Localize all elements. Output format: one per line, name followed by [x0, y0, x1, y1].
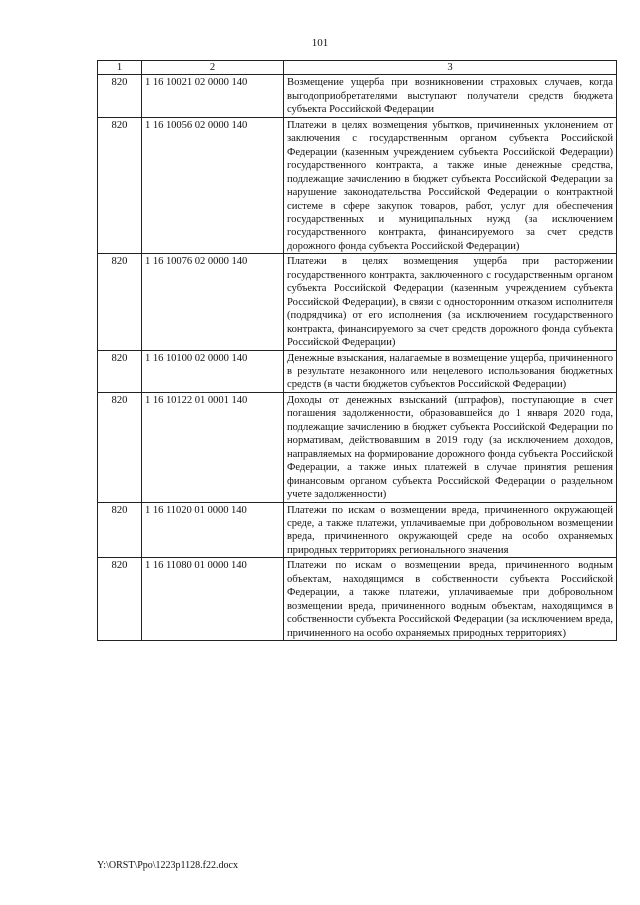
table-row	[98, 117, 617, 254]
description-cell: Возмещение ущерба при возникновении страховых случаев, когда выгодоприобретателями выступают получатели средств бюджета субъекта Российской Федерации	[284, 75, 617, 117]
column-header-2: 2	[142, 61, 284, 75]
description-cell: Доходы от денежных взысканий (штрафов), поступающие в счет погашения задолженности, образовавшейся до 1 января 2020 года, подлежащие зачислению в бюджет субъекта Российской Федерации по нормативам, действовавшим в 2019 году (за исключением доходов, направляемых на формирование дорожного фонда субъекта Российской Федерации, а также иных платежей в случае принятия решения финансовым органом субъекта Российской Федерации о раздельном учете задолженности)	[284, 392, 617, 502]
table-row	[98, 558, 617, 641]
description-cell: Денежные взыскания, налагаемые в возмещение ущерба, причиненного в результате незаконного или нецелевого использования бюджетных средств (в части бюджетов субъектов Российской Федерации)	[284, 350, 617, 392]
description-cell: Платежи в целях возмещения убытков, причиненных уклонением от заключения с государственным органом субъекта Российской Федерации (казенным учреждением субъекта Российской Федерации) государственного контракта, а также иные денежные средства, подлежащие зачислению в бюджет субъекта Российской Федерации за нарушение законодательства Российской Федерации о контрактной системе в сфере закупок товаров, работ, услуг для обеспечения государственных и муниципальных нужд (за исключением государственного контракта, финансируемого за счет средств дорожного фонда субъекта Российской Федерации)	[284, 117, 617, 254]
page-number: 101	[311, 37, 329, 49]
revenue-codes-table	[97, 60, 617, 641]
admin-code-cell: 820	[98, 254, 142, 350]
budget-code-cell: 1 16 11020 01 0000 140	[142, 502, 284, 558]
admin-code-cell: 820	[98, 75, 142, 117]
table-header-row	[98, 61, 617, 75]
admin-code-cell: 820	[98, 558, 142, 641]
budget-code-cell: 1 16 11080 01 0000 140	[142, 558, 284, 641]
admin-code-cell: 820	[98, 502, 142, 558]
budget-code-cell: 1 16 10100 02 0000 140	[142, 350, 284, 392]
admin-code-cell: 820	[98, 350, 142, 392]
description-cell: Платежи по искам о возмещении вреда, причиненного водным объектам, находящимся в собственности субъекта Российской Федерации, а также платежи, уплачиваемые при добровольном возмещении вреда, причиненного водным объектам, находящимся в собственности субъекта Российской Федерации (за исключением вреда, причиненного на особо охраняемых природных территориях)	[284, 558, 617, 641]
description-cell: Платежи в целях возмещения ущерба при расторжении государственного контракта, заключенного с государственным органом субъекта Российской Федерации (казенным учреждением субъекта Российской Федерации), в связи с односторонним отказом исполнителя (подрядчика) от его исполнения (за исключением государственного контракта, финансируемого за счет средств дорожного фонда субъекта Российской Федерации)	[284, 254, 617, 350]
table-row	[98, 75, 617, 117]
description-cell: Платежи по искам о возмещении вреда, причиненного окружающей среде, а также платежи, уплачиваемые при добровольном возмещении вреда, причиненного окружающей среде на особо охраняемых природных территориях регионального значения	[284, 502, 617, 558]
budget-code-cell: 1 16 10056 02 0000 140	[142, 117, 284, 254]
footer-file-path: Y:\ORST\Ppo\1223p1128.f22.docx	[97, 860, 238, 871]
table-row	[98, 254, 617, 350]
admin-code-cell: 820	[98, 117, 142, 254]
table-row	[98, 502, 617, 558]
column-header-3: 3	[284, 61, 617, 75]
budget-code-cell: 1 16 10076 02 0000 140	[142, 254, 284, 350]
admin-code-cell: 820	[98, 392, 142, 502]
budget-code-cell: 1 16 10021 02 0000 140	[142, 75, 284, 117]
table-row	[98, 392, 617, 502]
table-body	[98, 61, 617, 641]
table-row	[98, 350, 617, 392]
column-header-1: 1	[98, 61, 142, 75]
budget-code-cell: 1 16 10122 01 0001 140	[142, 392, 284, 502]
